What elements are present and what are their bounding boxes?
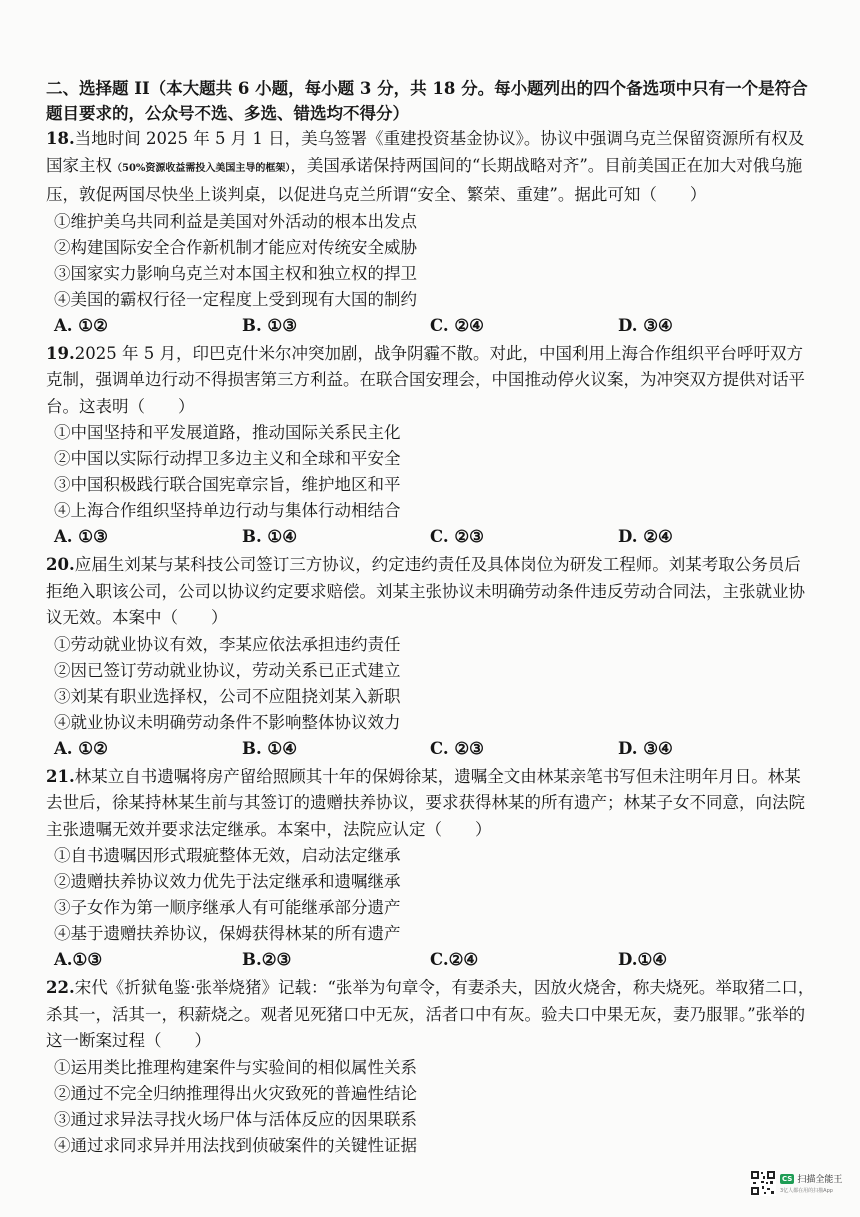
choice-b: B.②③ <box>242 950 292 969</box>
statement: ①劳动就业协议有效，李某应依法承担违约责任 <box>54 634 401 654</box>
statement: ③刘某有职业选择权，公司不应阻挠刘某入新职 <box>54 686 401 706</box>
statement: ④通过求同求异并用法找到侦破案件的关键性证据 <box>54 1135 417 1155</box>
question-22-stem: 22.宋代《折狱龟鉴·张举烧猪》记载：“张举为句章令，有妻杀夫，因放火烧舍，称夫烧死。举取猪二口，杀其一，活其一，积薪烧之。观者见死猪口中无灰，活者口中有灰。验夫口中果无灰，妻乃服罪。”张举的这一断案过程（ ） <box>46 978 815 1050</box>
question-19-stem: 19.2025 年 5 月，印巴克什米尔冲突加剧，战争阴霾不散。对此，中国利用上海合作组织平台呼吁双方克制，强调单边行动不得损害第三方利益。在联合国安理会，中国推动停火议案，为冲突双方提供对话平台。这表明（ ） <box>46 343 805 416</box>
question-21-number: 21. <box>46 766 75 786</box>
choice-d: D. ②④ <box>618 527 673 546</box>
choice-a: A.①③ <box>54 950 103 969</box>
choice-b: B. ①③ <box>242 315 298 335</box>
statement: ①运用类比推理构建案件与实验间的相似属性关系 <box>54 1057 417 1077</box>
statement: ④美国的霸权行径一定程度上受到现有大国的制约 <box>54 289 417 309</box>
choice-d: D. ③④ <box>618 738 673 758</box>
statement: ④上海合作组织坚持单边行动与集体行动相结合 <box>54 501 401 520</box>
question-18 <box>46 126 816 339</box>
section-title: 二、选择题 II（本大题共 6 小题，每小题 3 分，共 18 分。每小题列出的四个备选项中只有一个是符合题目要求的，公众号不选、多选、错选均不得分） <box>46 79 808 123</box>
question-21-stem: 21.林某立自书遗嘱将房产留给照顾其十年的保姆徐某，遗嘱全文由林某亲笔书写但未注明年月日。林某去世后，徐某持林某生前与其签订的遗赠扶养协议，要求获得林某的所有遗产；林某子女不同意，向法院主张遗嘱无效并要求法定继承。本案中，法院应认定（ ） <box>46 766 805 839</box>
question-19-choices <box>46 524 816 550</box>
app-tagline: 3亿人都在用的扫描App <box>780 1188 833 1194</box>
choice-a: A. ①③ <box>54 527 108 546</box>
question-20-stem: 20.应届生刘某与某科技公司签订三方协议，约定违约责任及具体岗位为研发工程师。刘某考取公务员后拒绝入职该公司，公司以协议约定要求赔偿。刘某主张协议未明确劳动条件违反劳动合同法，主张就业协议无效。本案中（ ） <box>46 555 805 627</box>
choice-c: C. ②③ <box>430 738 484 758</box>
question-19-number: 19. <box>46 343 75 363</box>
question-19 <box>46 341 816 551</box>
choice-b: B. ①④ <box>242 527 298 546</box>
question-20-choices <box>46 736 816 762</box>
statement: ①自书遗嘱因形式瑕疵整体无效，启动法定继承 <box>54 846 401 865</box>
statement: ④基于遗赠扶养协议，保姆获得林某的所有遗产 <box>54 924 401 943</box>
choice-a: A. ①② <box>54 738 108 758</box>
statement: ②通过不完全归纳推理得出火灾致死的普遍性结论 <box>54 1083 417 1103</box>
question-21-choices <box>46 947 816 973</box>
question-18-choices <box>46 313 816 339</box>
choice-c: C. ②③ <box>430 527 484 546</box>
statement: ②中国以实际行动捍卫多边主义和全球和平安全 <box>54 449 401 468</box>
choice-a: A. ①② <box>54 315 108 335</box>
cs-logo-icon: CS <box>782 1174 793 1183</box>
statement: ②遗赠扶养协议效力优先于法定继承和遗嘱继承 <box>54 872 401 891</box>
question-21 <box>46 764 816 974</box>
question-18-note: （50%资源收益需投入美国主导的框架） <box>112 162 291 174</box>
statement: ②因已签订劳动就业协议，劳动关系已正式建立 <box>54 660 401 680</box>
app-name: 扫描全能王 <box>797 1175 843 1185</box>
statement: ①中国坚持和平发展道路，推动国际关系民主化 <box>54 423 401 442</box>
question-20-number: 20. <box>46 555 75 574</box>
statement: ③国家实力影响乌克兰对本国主权和独立权的捍卫 <box>54 263 417 283</box>
statement: ③通过求异法寻找火场尸体与活体反应的因果联系 <box>54 1109 417 1129</box>
question-20 <box>46 552 816 762</box>
watermark-text <box>780 1172 842 1194</box>
choice-c: C. ②④ <box>430 315 484 335</box>
question-18-number: 18. <box>46 129 75 148</box>
statement: ③子女作为第一顺序继承人有可能继承部分遗产 <box>54 898 401 917</box>
statement: ③中国积极践行联合国宪章宗旨，维护地区和平 <box>54 475 401 494</box>
question-18-stem: 18.当地时间 2025 年 5 月 1 日，美乌签署《重建投资基金协议》。协议中强调乌克兰保留资源所有权及国家主权（50%资源收益需投入美国主导的框架），美国承诺保持两国间的“长期战略对齐”。目前美国正在加大对俄乌施压，敦促两国尽快坐上谈判桌，以促进乌克兰所谓“安全、繁荣、重建”。据此可知（ ） <box>46 129 805 204</box>
question-22 <box>46 975 816 1159</box>
choice-d: D.①④ <box>618 950 668 969</box>
statement: ①维护美乌共同利益是美国对外活动的根本出发点 <box>54 211 417 231</box>
scanner-watermark <box>750 1166 850 1200</box>
statement: ④就业协议未明确劳动条件不影响整体协议效力 <box>54 712 401 732</box>
choice-c: C.②④ <box>430 950 479 969</box>
exam-page <box>46 76 816 1161</box>
qr-code-icon <box>750 1170 776 1196</box>
question-22-number: 22. <box>46 978 75 997</box>
choice-b: B. ①④ <box>242 738 298 758</box>
statement: ②构建国际安全合作新机制才能应对传统安全威胁 <box>54 237 417 257</box>
choice-d: D. ③④ <box>618 315 673 335</box>
